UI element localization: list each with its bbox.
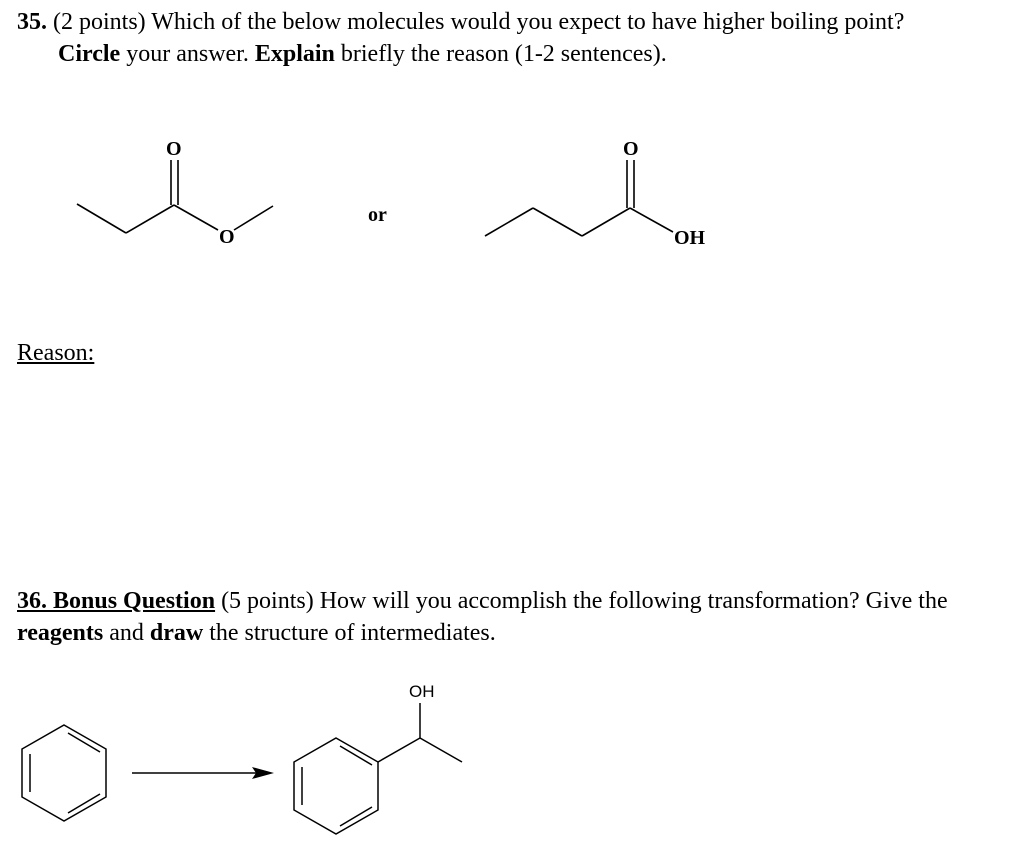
phenyl-ring (294, 738, 378, 834)
question-35-mid: your answer. (120, 41, 255, 67)
draw-instruction: draw (149, 620, 204, 646)
carbonyl-oxygen-label: O (623, 138, 639, 160)
bond-to-methyl (420, 738, 462, 762)
hydroxyl-label: OH (674, 227, 706, 249)
product-1-phenylethanol (294, 703, 462, 834)
question-35-number: 35. (17, 9, 47, 35)
ether-oxygen-label: O (219, 226, 235, 248)
question-35-tail: briefly the reason (1-2 sentences). (334, 41, 667, 67)
benzene-structure (22, 725, 106, 821)
reagents-instruction: reagents (17, 620, 104, 646)
benzene-ring (22, 725, 106, 821)
circle-instruction: Circle (58, 41, 121, 67)
reaction-arrow (132, 767, 274, 779)
question-36-and: and (103, 620, 150, 646)
explain-instruction: Explain (254, 41, 335, 67)
question-35-prompt: (2 points) Which of the below molecules would you expect to have higher boiling point? (47, 9, 905, 35)
product-hydroxyl-label: OH (409, 682, 435, 701)
bond (378, 738, 420, 762)
carbonyl-oxygen-label: O (166, 138, 182, 160)
question-36-tail: the structure of intermediates. (203, 620, 496, 646)
reason-label: Reason: (17, 340, 95, 366)
question-36-intro: (5 points) How will you accomplish the following transformation? Give the (215, 588, 948, 614)
bonus-question-title: 36. Bonus Question (17, 588, 216, 614)
or-label: or (368, 204, 387, 226)
